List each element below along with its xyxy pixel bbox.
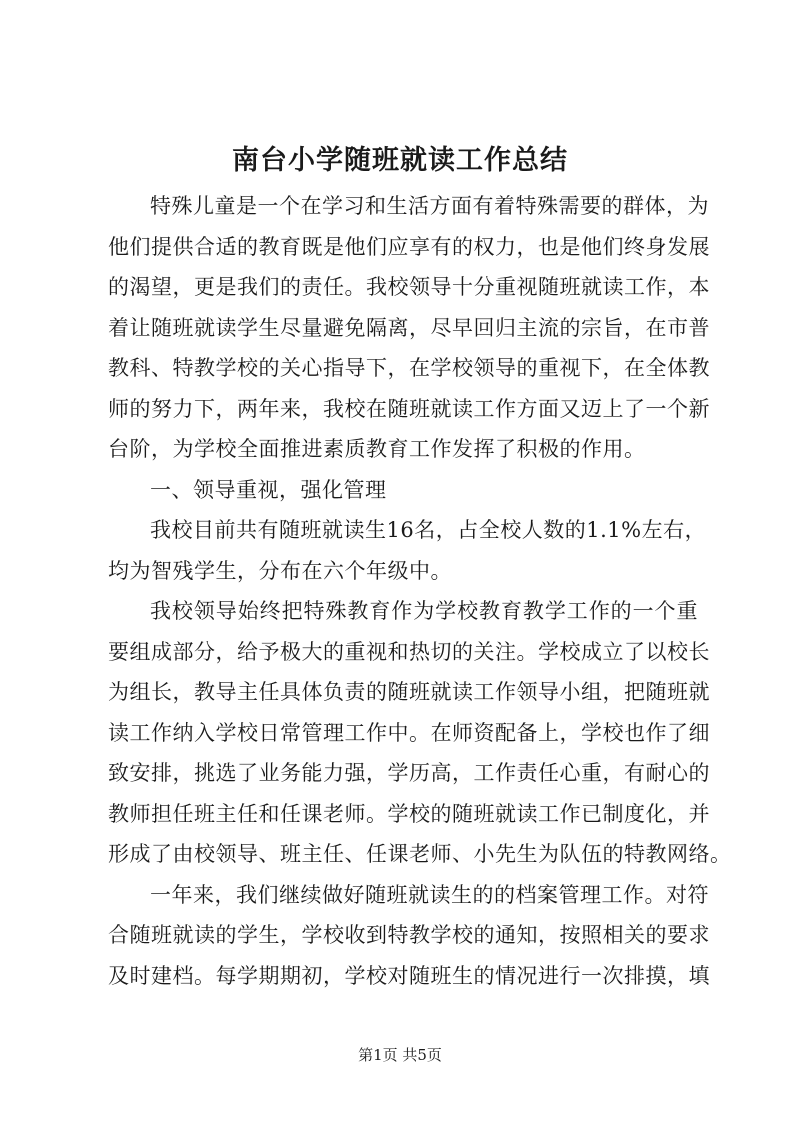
document-body [108,186,732,996]
paragraph-line: 要组成部分，给予极大的重视和热切的关注。学校成立了以校长 [108,639,710,664]
paragraph-line: 台阶，为学校全面推进素质教育工作发挥了积极的作用。 [108,437,646,461]
paragraph-line: 为组长，教导主任具体负责的随班就读工作领导小组，把随班就 [108,680,710,704]
paragraph-line: 读工作纳入学校日常管理工作中。在师资配备上，学校也作了细 [108,720,710,745]
paragraph-line: 教师担任班主任和任课老师。学校的随班就读工作已制度化，并 [108,801,710,826]
paragraph-line: 一年来，我们继续做好随班就读生的的档案管理工作。对符 [150,882,709,907]
paragraph-line: 我校领导始终把特殊教育作为学校教育教学工作的一个重 [150,599,698,623]
paragraph-line: 均为智残学生，分布在六个年级中。 [108,558,452,583]
paragraph-line: 形成了由校领导、班主任、任课老师、小先生为队伍的特教网络。 [108,842,732,866]
paragraph-line: 教科、特教学校的关心指导下，在学校领导的重视下，在全体教 [108,356,710,380]
paragraph-line: 我校目前共有随班就读生16名，占全校人数的1.1%左右， [150,518,707,542]
paragraph-line: 致安排，挑选了业务能力强，学历高，工作责任心重，有耐心的 [108,761,710,785]
document-title: 南台小学随班就读工作总结 [232,145,568,176]
paragraph-line: 师的努力下，两年来，我校在随班就读工作方面又迈上了一个新 [108,396,710,421]
paragraph-line: 合随班就读的学生，学校收到特教学校的通知，按照相关的要求 [108,923,710,947]
section-heading: 一、领导重视，强化管理 [150,477,387,502]
paragraph-line: 着让随班就读学生尽量避免隔离，尽早回归主流的宗旨，在市普 [108,315,710,340]
page-number-footer: 第1页 共5页 [358,1046,442,1064]
paragraph-line: 及时建档。每学期期初，学校对随班生的情况进行一次排摸，填 [108,963,710,988]
paragraph-line: 的渴望，更是我们的责任。我校领导十分重视随班就读工作，本 [108,275,710,299]
paragraph-line: 他们提供合适的教育既是他们应享有的权力，也是他们终身发展 [108,234,710,259]
paragraph-line: 特殊儿童是一个在学习和生活方面有着特殊需要的群体，为 [150,194,709,218]
